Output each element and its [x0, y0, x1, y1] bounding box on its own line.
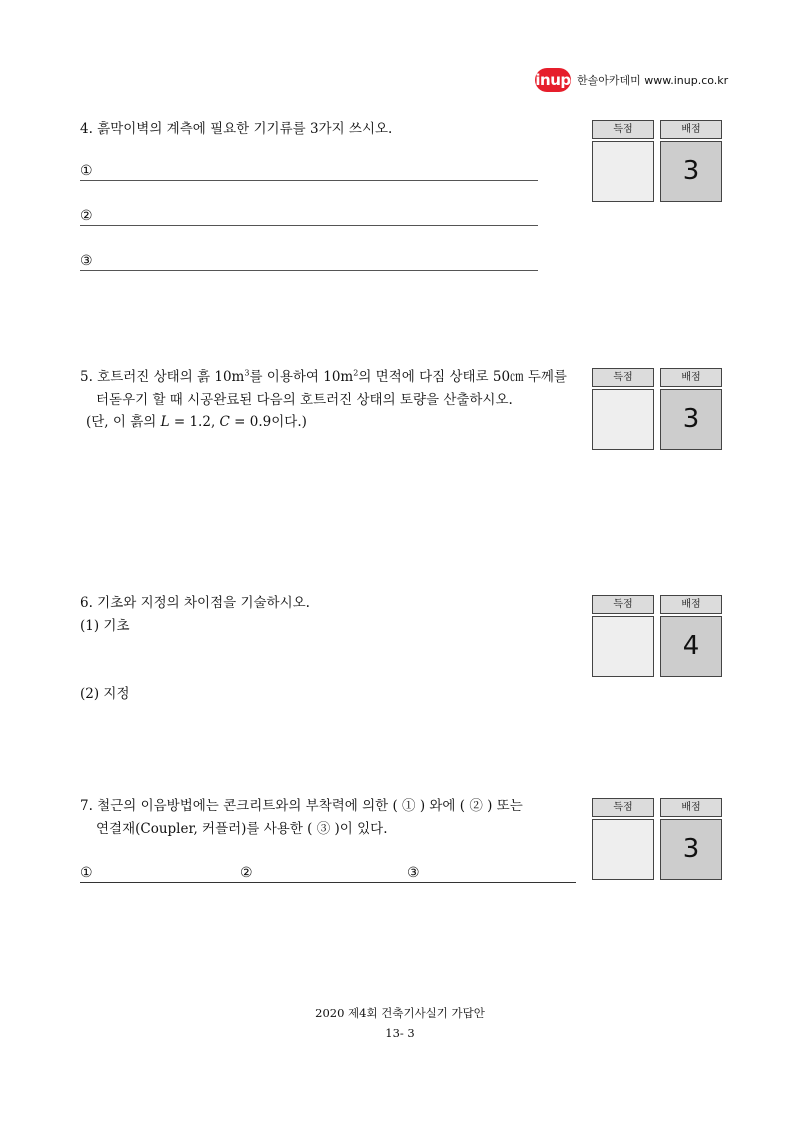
- q4-answer-line-1: [80, 162, 538, 181]
- q5-sup-3: 3: [244, 368, 250, 378]
- q4-obtained-field[interactable]: [592, 141, 654, 202]
- q5-allotted-label: 배점: [660, 368, 722, 387]
- question-5-line-3: [86, 411, 307, 433]
- q6-allotted-col: [660, 595, 722, 675]
- q5-obtained-col: [592, 368, 654, 448]
- q5-allotted-col: [660, 368, 722, 448]
- q7-answer-line: [80, 864, 576, 883]
- q7-score-box: [592, 798, 722, 878]
- q5-var-l: L: [160, 414, 170, 430]
- q5-var-c: C: [219, 414, 230, 430]
- q5-cond-a: (단, 이 흙의: [86, 414, 161, 430]
- question-6-text: 6. 기초와 지정의 차이점을 기술하시오.: [80, 595, 310, 611]
- q7-points: 3: [660, 819, 722, 880]
- q6-score-box: [592, 595, 722, 675]
- q7-obtained-field[interactable]: [592, 819, 654, 880]
- question-4-text: 4. 흙막이벽의 계측에 필요한 기기류를 3가지 쓰시오.: [80, 121, 393, 137]
- q7-allotted-col: [660, 798, 722, 878]
- q7-obtained-col: [592, 798, 654, 878]
- q5-cond-b: = 1.2,: [169, 414, 220, 430]
- q5-cond-d: = 0.9이다.): [229, 414, 307, 430]
- q5-sup-2: 2: [353, 368, 359, 378]
- q4-score-box: [592, 120, 722, 200]
- question-6-sub-2: (2) 지정: [80, 686, 130, 702]
- question-5-line-2: 터돋우기 할 때 시공완료된 다음의 호트러진 상태의 토량을 산출하시오.: [96, 392, 513, 408]
- question-7-line-1: 7. 철근의 이음방법에는 콘크리트와의 부착력에 의한 ( ① ) 와에 ( ② ) 또는: [80, 798, 523, 814]
- q7-blank-2: ②: [240, 865, 253, 881]
- q6-obtained-col: [592, 595, 654, 675]
- q5-points: 3: [660, 389, 722, 450]
- q5-score-box: [592, 368, 722, 448]
- q7-blank-3: ③: [407, 865, 420, 881]
- q4-obtained-label: 득점: [592, 120, 654, 139]
- q5-obtained-field[interactable]: [592, 389, 654, 450]
- inup-logo: inup: [535, 68, 571, 92]
- q7-allotted-label: 배점: [660, 798, 722, 817]
- q5-text-c: 의 면적에 다짐 상태로 50㎝ 두께를: [358, 369, 567, 385]
- question-7-line-2: 연결재(Coupler, 커플러)를 사용한 ( ③ )이 있다.: [96, 821, 388, 837]
- q6-points: 4: [660, 616, 722, 677]
- q6-obtained-field[interactable]: [592, 616, 654, 677]
- q4-answer-marker-1: ①: [80, 163, 93, 179]
- q4-answer-line-3: [80, 252, 538, 271]
- q4-allotted-col: [660, 120, 722, 200]
- q6-obtained-label: 득점: [592, 595, 654, 614]
- q4-answer-marker-3: ③: [80, 253, 93, 269]
- q4-answer-marker-2: ②: [80, 208, 93, 224]
- footer-title: 2020 제4회 건축기사실기 가답안: [315, 1006, 485, 1020]
- question-5-line-1: [80, 366, 567, 388]
- q4-points: 3: [660, 141, 722, 202]
- q4-obtained-col: [592, 120, 654, 200]
- page-number: 13- 3: [385, 1026, 415, 1040]
- q4-answer-line-2: [80, 207, 538, 226]
- q5-obtained-label: 득점: [592, 368, 654, 387]
- q4-allotted-label: 배점: [660, 120, 722, 139]
- q5-text-a: 5. 호트러진 상태의 흙 10m: [80, 369, 245, 385]
- q6-allotted-label: 배점: [660, 595, 722, 614]
- q5-text-b: 를 이용하여 10m: [249, 369, 354, 385]
- q7-blank-1: ①: [80, 865, 93, 881]
- question-6-sub-1: (1) 기초: [80, 618, 130, 634]
- brand-text: 한솔아카데미 www.inup.co.kr: [577, 74, 729, 87]
- q7-obtained-label: 득점: [592, 798, 654, 817]
